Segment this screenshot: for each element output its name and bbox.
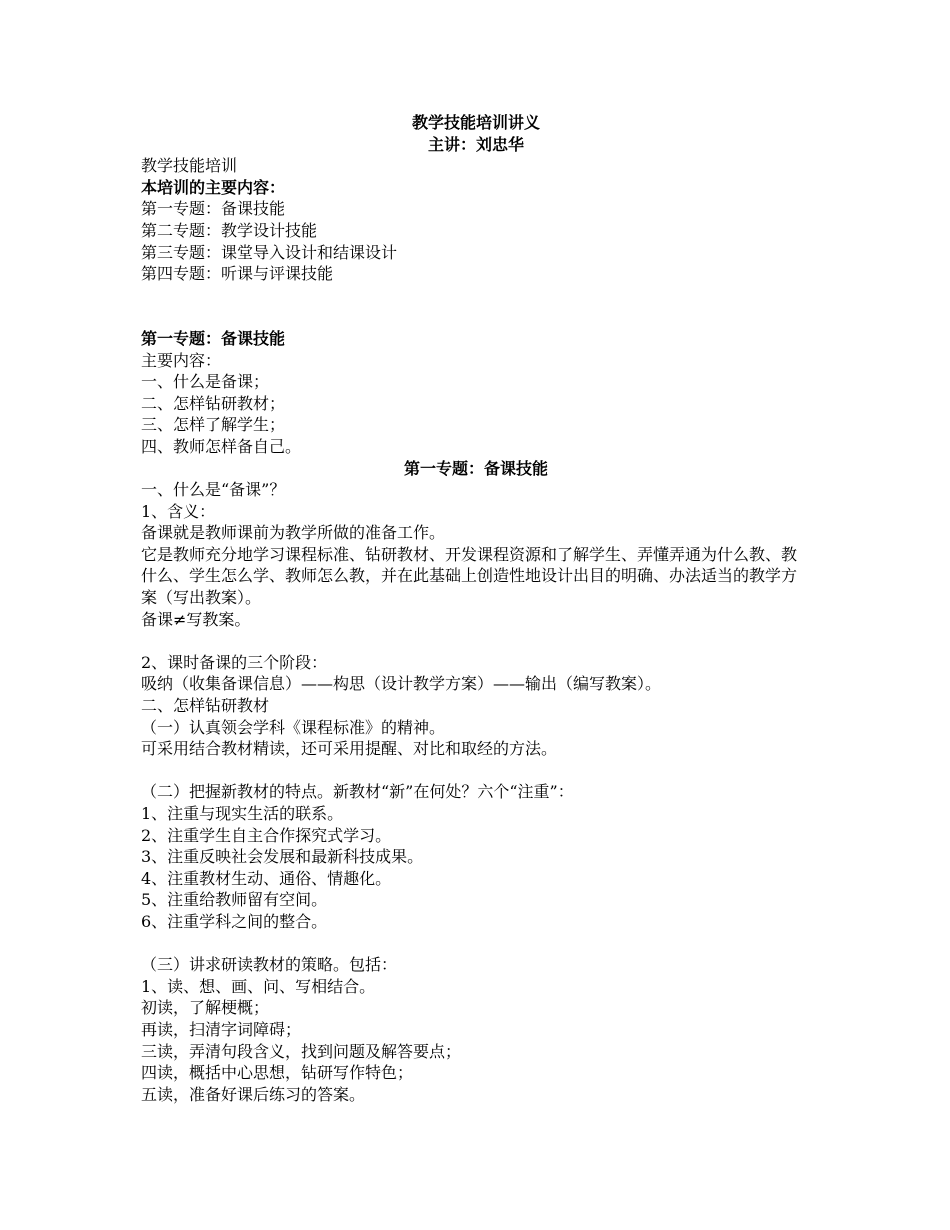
section1-stages: 吸纳（收集备课信息）——构思（设计教学方案）——输出（编写教案）。: [141, 674, 662, 694]
intro-line: 教学技能培训: [141, 156, 238, 176]
list-item: 5、注重给教师留有空间。: [141, 890, 328, 910]
list-item: 三读，弄清句段含义，找到问题及解答要点；: [141, 1041, 462, 1061]
section1-title: 一、什么是“备课”？: [141, 480, 286, 500]
topic1-main-label: 主要内容：: [141, 350, 222, 370]
topic1-heading: 第一专题：备课技能: [141, 328, 286, 348]
section1-subheading: 2、课时备课的三个阶段：: [141, 652, 328, 672]
blank-line: [141, 933, 811, 955]
list-item: 1、注重与现实生活的联系。: [141, 804, 344, 823]
list-item: 四读，概括中心思想，钻研写作特色；: [141, 1063, 414, 1083]
topic-item: 第一专题：备课技能: [141, 199, 286, 219]
list-item: 4、注重教材生动、通俗、情趣化。: [141, 868, 392, 888]
topic1-item: 二、怎样钻研教材；: [141, 393, 286, 413]
section1-subheading: 1、含义：: [141, 501, 216, 521]
topic1-item: 一、什么是备课；: [141, 372, 270, 392]
blank-line: [141, 630, 811, 652]
list-item: 3、注重反映社会发展和最新科技成果。: [141, 847, 424, 867]
section1-definition: 备课就是教师课前为教学所做的准备工作。: [141, 523, 446, 543]
section2-title: 二、怎样钻研教材: [141, 696, 270, 716]
section2-point-title: （二）把握新教材的特点。新教材“新”在何处？六个“注重”：: [141, 782, 574, 802]
section2-point-text: 可采用结合教材精读，还可采用提醒、对比和取经的方法。: [141, 739, 558, 759]
section1-paragraph: 它是教师充分地学习课程标准、钻研教材、开发课程资源和了解学生、弄懂弄通为什么教、教什么、学生怎么学、教师怎么教，并在此基础上创造性地设计出目的明确、办法适当的教学方案（写出教案）。: [141, 544, 798, 608]
topic-item: 第四专题：听课与评课技能: [141, 264, 334, 284]
section2-point-subheading: 1、读、想、画、问、写相结合。: [141, 976, 376, 996]
document-page: [141, 112, 811, 1105]
list-item: 初读，了解梗概；: [141, 998, 270, 1018]
list-item: 6、注重学科之间的整合。: [141, 911, 328, 931]
document-title: 教学技能培训讲义: [411, 113, 540, 132]
list-item: 2、注重学生自主合作探究式学习。: [141, 825, 392, 845]
main-content-heading: 本培训的主要内容：: [141, 177, 286, 197]
topic1-item: 三、怎样了解学生；: [141, 415, 286, 435]
list-item: 五读，准备好课后练习的答案。: [141, 1084, 366, 1104]
topic1-item: 四、教师怎样备自己。: [141, 436, 302, 456]
topic-item: 第二专题：教学设计技能: [141, 220, 318, 240]
blank-line: [141, 285, 811, 307]
list-item: 再读，扫清字词障碍；: [141, 1019, 302, 1039]
lecturer-line: 主讲：刘忠华: [427, 134, 524, 154]
section1-note: 备课≠写教案。: [141, 609, 251, 629]
topic1-heading-center: 第一专题：备课技能: [403, 458, 548, 478]
blank-line: [141, 306, 811, 328]
blank-line: [141, 760, 811, 782]
section2-point-title: （一）认真领会学科《课程标准》的精神。: [141, 717, 446, 737]
topic-item: 第三专题：课堂导入设计和结课设计: [141, 242, 398, 262]
section2-point-title: （三）讲求研读教材的策略。包括：: [141, 955, 398, 975]
